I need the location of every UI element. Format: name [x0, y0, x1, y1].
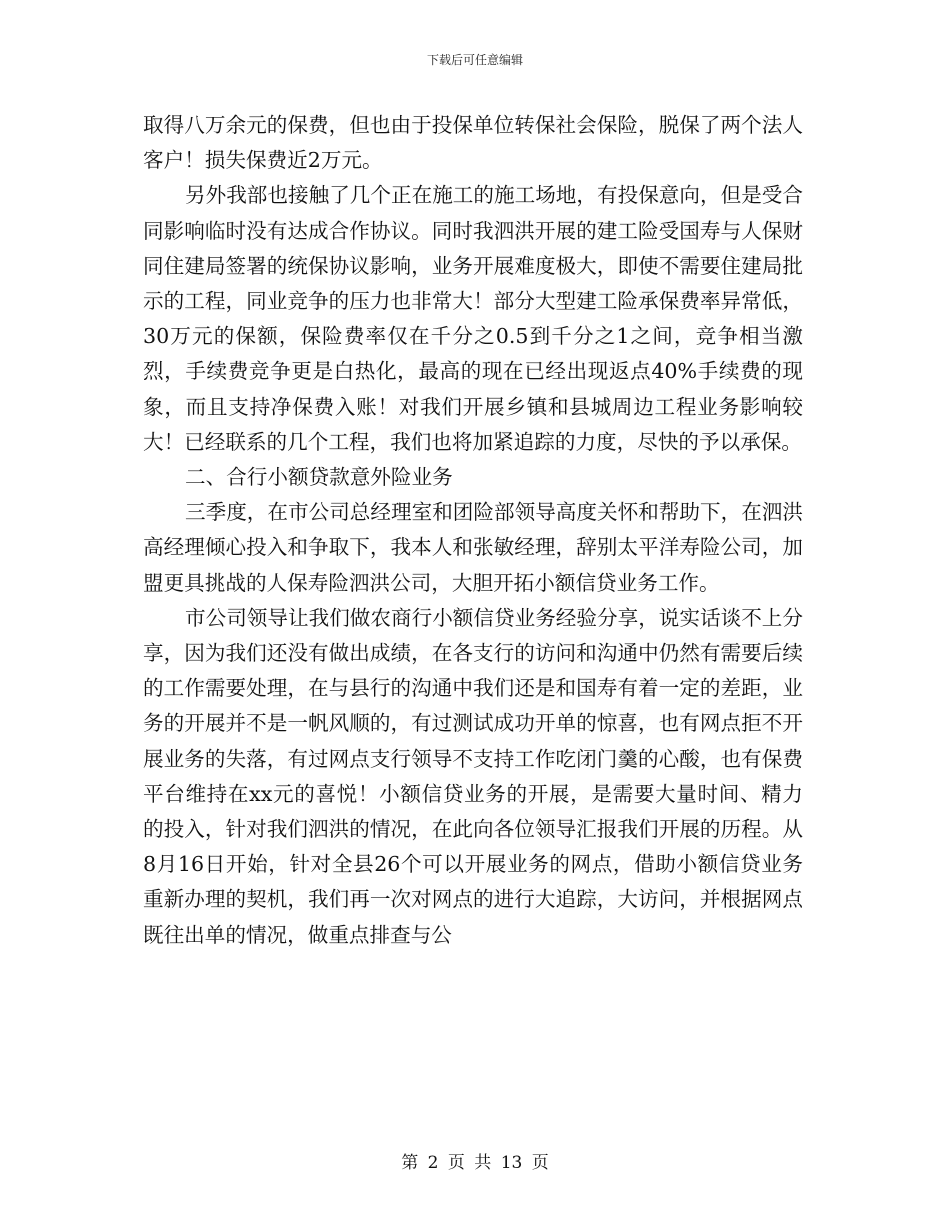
page-header: 下载后可任意编辑	[426, 53, 523, 67]
paragraph: 取得八万余元的保费，但也由于投保单位转保社会保险，脱保了两个法人客户！损失保费近2万元。	[143, 113, 803, 173]
document-body	[143, 108, 803, 953]
paragraph: 市公司领导让我们做农商行小额信贷业务经验分享，说实话谈不上分享，因为我们还没有做出成绩，在各支行的访问和沟通中仍然有需要后续的工作需要处理，在与县行的沟通中我们还是和国寿有着一定的差距，业务的开展并不是一帆风顺的，有过测试成功开单的惊喜，也有网点拒不开展业务的失落，有过网点支行领导不支持工作吃闭门羹的心酸，也有保费平台维持在xx元的喜悦！小额信贷业务的开展，是需要大量时间、精力的投入，针对我们泗洪的情况，在此向各位领导汇报我们开展的历程。从8月16日开始，针对全县26个可以开展业务的网点，借助小额信贷业务重新办理的契机，我们再一次对网点的进行大追踪，大访问，并根据网点既往出单的情况，做重点排查与公	[143, 605, 803, 947]
paragraph: 另外我部也接触了几个正在施工的施工场地，有投保意向，但是受合同影响临时没有达成合作协议。同时我泗洪开展的建工险受国寿与人保财同住建局签署的统保协议影响，业务开展难度极大，即使不需要住建局批示的工程，同业竞争的压力也非常大！部分大型建工险承保费率异常低，30万元的保额，保险费率仅在千分之0.5到千分之1之间，竞争相当激烈，手续费竞争更是白热化，最高的现在已经出现返点40%手续费的现象，而且支持净保费入账！对我们开展乡镇和县城周边工程业务影响较大！已经联系的几个工程，我们也将加紧追踪的力度，尽快的予以承保。	[143, 183, 803, 454]
page-number-footer: 第 2 页 共 13 页	[401, 1153, 549, 1173]
paragraph: 三季度，在市公司总经理室和团险部领导高度关怀和帮助下，在泗洪高经理倾心投入和争取下，我本人和张敏经理，辞别太平洋寿险公司，加盟更具挑战的人保寿险泗洪公司，大胆开拓小额信贷业务工作。	[143, 500, 803, 595]
section-heading: 二、合行小额贷款意外险业务	[185, 465, 453, 490]
